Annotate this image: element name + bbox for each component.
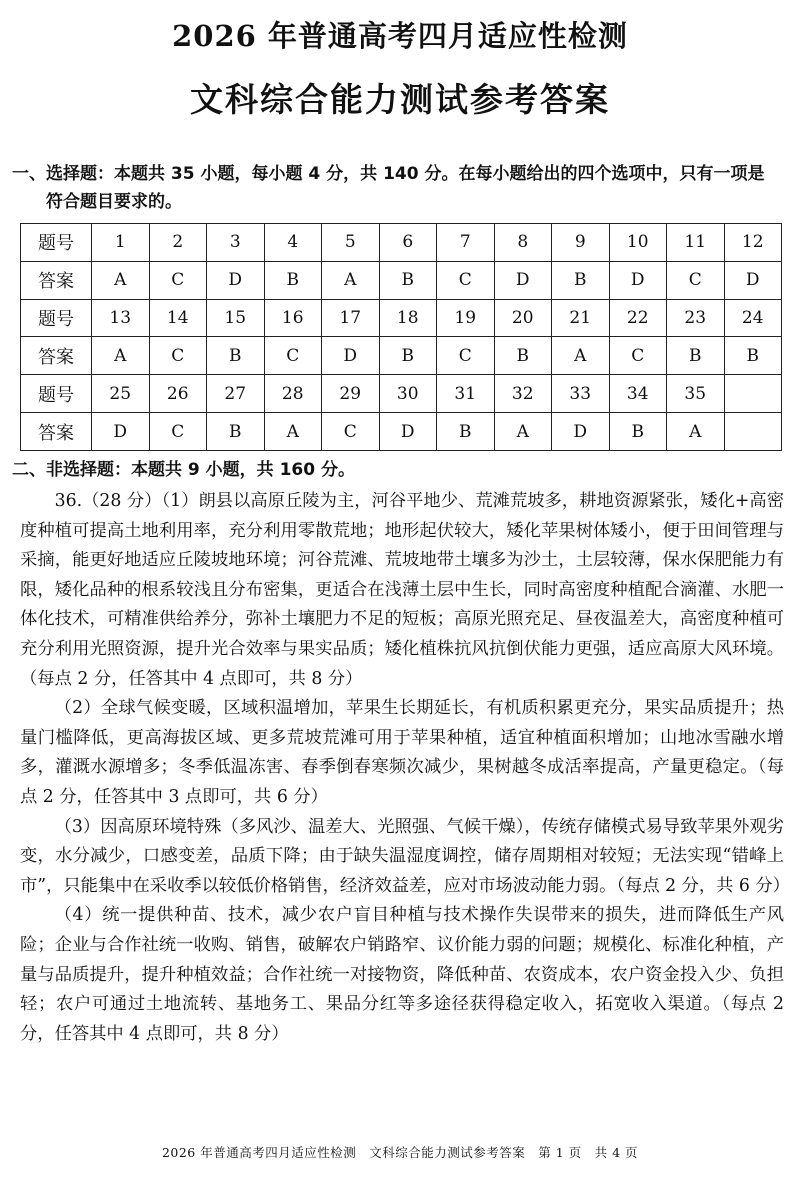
- answer-cell: D: [207, 261, 265, 299]
- question-number-cell: 17: [322, 299, 380, 337]
- answer-cell: C: [667, 261, 725, 299]
- answer-cell: A: [494, 413, 552, 451]
- question-number-cell: 18: [379, 299, 437, 337]
- question-number-cell: 4: [264, 224, 322, 262]
- question-number-cell: [724, 375, 782, 413]
- answer-cell: B: [494, 337, 552, 375]
- question-number-cell: 33: [552, 375, 610, 413]
- table-answer-row: [21, 413, 782, 451]
- answer-cell: D: [724, 261, 782, 299]
- answer-cell: C: [437, 337, 495, 375]
- answer-cell: D: [494, 261, 552, 299]
- table-number-row: [21, 224, 782, 262]
- question-number-cell: 19: [437, 299, 495, 337]
- answer-cell: C: [149, 413, 207, 451]
- answer-cell: A: [264, 413, 322, 451]
- question-number-cell: 5: [322, 224, 380, 262]
- answer-cell: B: [667, 337, 725, 375]
- answer-cell: C: [149, 261, 207, 299]
- answer-cell: D: [552, 413, 610, 451]
- answer-cell: [724, 413, 782, 451]
- question-number-cell: 24: [724, 299, 782, 337]
- question-number-cell: 9: [552, 224, 610, 262]
- row-label: 题号: [21, 299, 92, 337]
- page-title: 2026 年普通高考四月适应性检测: [172, 19, 628, 53]
- question-number-cell: 16: [264, 299, 322, 337]
- answer-cell: A: [552, 337, 610, 375]
- answer-cell: B: [609, 413, 667, 451]
- answer-cell: A: [322, 261, 380, 299]
- question-number-cell: 3: [207, 224, 265, 262]
- answer-cell: D: [379, 413, 437, 451]
- section1-heading: [12, 160, 788, 216]
- answer-cell: C: [437, 261, 495, 299]
- answer-cell: B: [207, 413, 265, 451]
- question-number-cell: 22: [609, 299, 667, 337]
- row-label: 答案: [21, 413, 92, 451]
- answer-cell: C: [264, 337, 322, 375]
- row-label: 答案: [21, 261, 92, 299]
- answer-cell: B: [207, 337, 265, 375]
- answer-cell: B: [264, 261, 322, 299]
- question-number-cell: 14: [149, 299, 207, 337]
- table-answer-row: [21, 261, 782, 299]
- answer-cell: A: [667, 413, 725, 451]
- answer-cell: C: [149, 337, 207, 375]
- question-number-cell: 8: [494, 224, 552, 262]
- question-number-cell: 28: [264, 375, 322, 413]
- question-number-cell: 25: [92, 375, 150, 413]
- answer-paragraph: （2）全球气候变暖，区域积温增加，苹果生长期延长，有机质积累更充分，果实品质提升；热量门槛降低，更高海拔区域、更多荒坡荒滩可用于苹果种植，适宜种植面积增加；山地冰雪融水增多，灌溉水源增多；冬季低温冻害、春季倒春寒频次减少，果树越冬成活率提高，产量更稳定。（每点 2 分，任答其中 3 点即可，共 6 分）: [20, 698, 784, 807]
- answer-paragraph: 36.（28 分）（1）朗县以高原丘陵为主，河谷平地少、荒滩荒坡多，耕地资源紧张，矮化+高密度种植可提高土地利用率，充分利用零散荒地；地形起伏较大，矮化苹果树体矮小，便于田间管理与采摘，能更好地适应丘陵坡地环境；河谷荒滩、荒坡地带土壤多为沙土，土层较薄，保水保肥能力有限，矮化品种的根系较浅且分布密集，更适合在浅薄土层中生长，同时高密度种植配合滴灌、水肥一体化技术，可精准供给养分，弥补土壤肥力不足的短板；高原光照充足、昼夜温差大，高密度种植可充分利用光照资源，提升光合效率与果实品质；矮化植株抗风抗倒伏能力更强，适应高原大风环境。（每点 2 分，任答其中 4 点即可，共 8 分）: [20, 491, 784, 689]
- answer-cell: D: [609, 261, 667, 299]
- answer-paragraph: （3）因高原环境特殊（多风沙、温差大、光照强、气候干燥），传统存储模式易导致苹果外观劣变，水分减少，口感变差，品质下降；由于缺失温湿度调控，储存周期相对较短；无法实现“错峰上市”，只能集中在采收季以较低价格销售，经济效益差，应对市场波动能力弱。（每点 2 分，共 6 分）: [20, 816, 790, 896]
- answer-cell: B: [437, 413, 495, 451]
- question-number-cell: 26: [149, 375, 207, 413]
- question-number-cell: 11: [667, 224, 725, 262]
- section1-heading-line2: 符合题目要求的。: [46, 192, 182, 212]
- question-number-cell: 2: [149, 224, 207, 262]
- question-number-cell: 27: [207, 375, 265, 413]
- answer-cell: C: [322, 413, 380, 451]
- table-number-row: [21, 299, 782, 337]
- question-number-cell: 30: [379, 375, 437, 413]
- question-number-cell: 7: [437, 224, 495, 262]
- row-label: 题号: [21, 224, 92, 262]
- question-number-cell: 1: [92, 224, 150, 262]
- question-number-cell: 23: [667, 299, 725, 337]
- section2-heading: 二、非选择题：本题共 9 小题，共 160 分。: [12, 460, 355, 480]
- answer-body: [20, 487, 790, 1049]
- question-number-cell: 32: [494, 375, 552, 413]
- question-number-cell: 13: [92, 299, 150, 337]
- row-label: 答案: [21, 337, 92, 375]
- table-answer-row: [21, 337, 782, 375]
- answer-paragraph: （4）统一提供种苗、技术，减少农户盲目种植与技术操作失误带来的损失，进而降低生产风险；企业与合作社统一收购、销售，破解农户销路窄、议价能力弱的问题；规模化、标准化种植，产量与品质提升，提升种植效益；合作社统一对接物资，降低种苗、农资成本，农户资金投入少、负担轻；农户可通过土地流转、基地务工、果品分红等多途径获得稳定收入，拓宽收入渠道。（每点 2 分，任答其中 4 点即可，共 8 分）: [20, 905, 784, 1044]
- question-number-cell: 10: [609, 224, 667, 262]
- answer-cell: D: [322, 337, 380, 375]
- answer-cell: B: [724, 337, 782, 375]
- answer-cell: A: [92, 337, 150, 375]
- answer-cell: D: [92, 413, 150, 451]
- question-number-cell: 21: [552, 299, 610, 337]
- page-subtitle: 文科综合能力测试参考答案: [190, 80, 610, 119]
- page-footer: 2026 年普通高考四月适应性检测 文科综合能力测试参考答案 第 1 页 共 4 页: [161, 1145, 639, 1160]
- row-label: 题号: [21, 375, 92, 413]
- answer-cell: B: [379, 261, 437, 299]
- answer-cell: B: [552, 261, 610, 299]
- section1-heading-line1: 一、选择题：本题共 35 小题，每小题 4 分，共 140 分。在每小题给出的四个选项中，只有一项是: [12, 164, 765, 184]
- answer-cell: A: [92, 261, 150, 299]
- table-number-row: [21, 375, 782, 413]
- answer-table: [20, 223, 782, 451]
- question-number-cell: 20: [494, 299, 552, 337]
- answer-cell: C: [609, 337, 667, 375]
- question-number-cell: 15: [207, 299, 265, 337]
- question-number-cell: 34: [609, 375, 667, 413]
- question-number-cell: 6: [379, 224, 437, 262]
- answer-cell: B: [379, 337, 437, 375]
- question-number-cell: 29: [322, 375, 380, 413]
- question-number-cell: 12: [724, 224, 782, 262]
- question-number-cell: 31: [437, 375, 495, 413]
- question-number-cell: 35: [667, 375, 725, 413]
